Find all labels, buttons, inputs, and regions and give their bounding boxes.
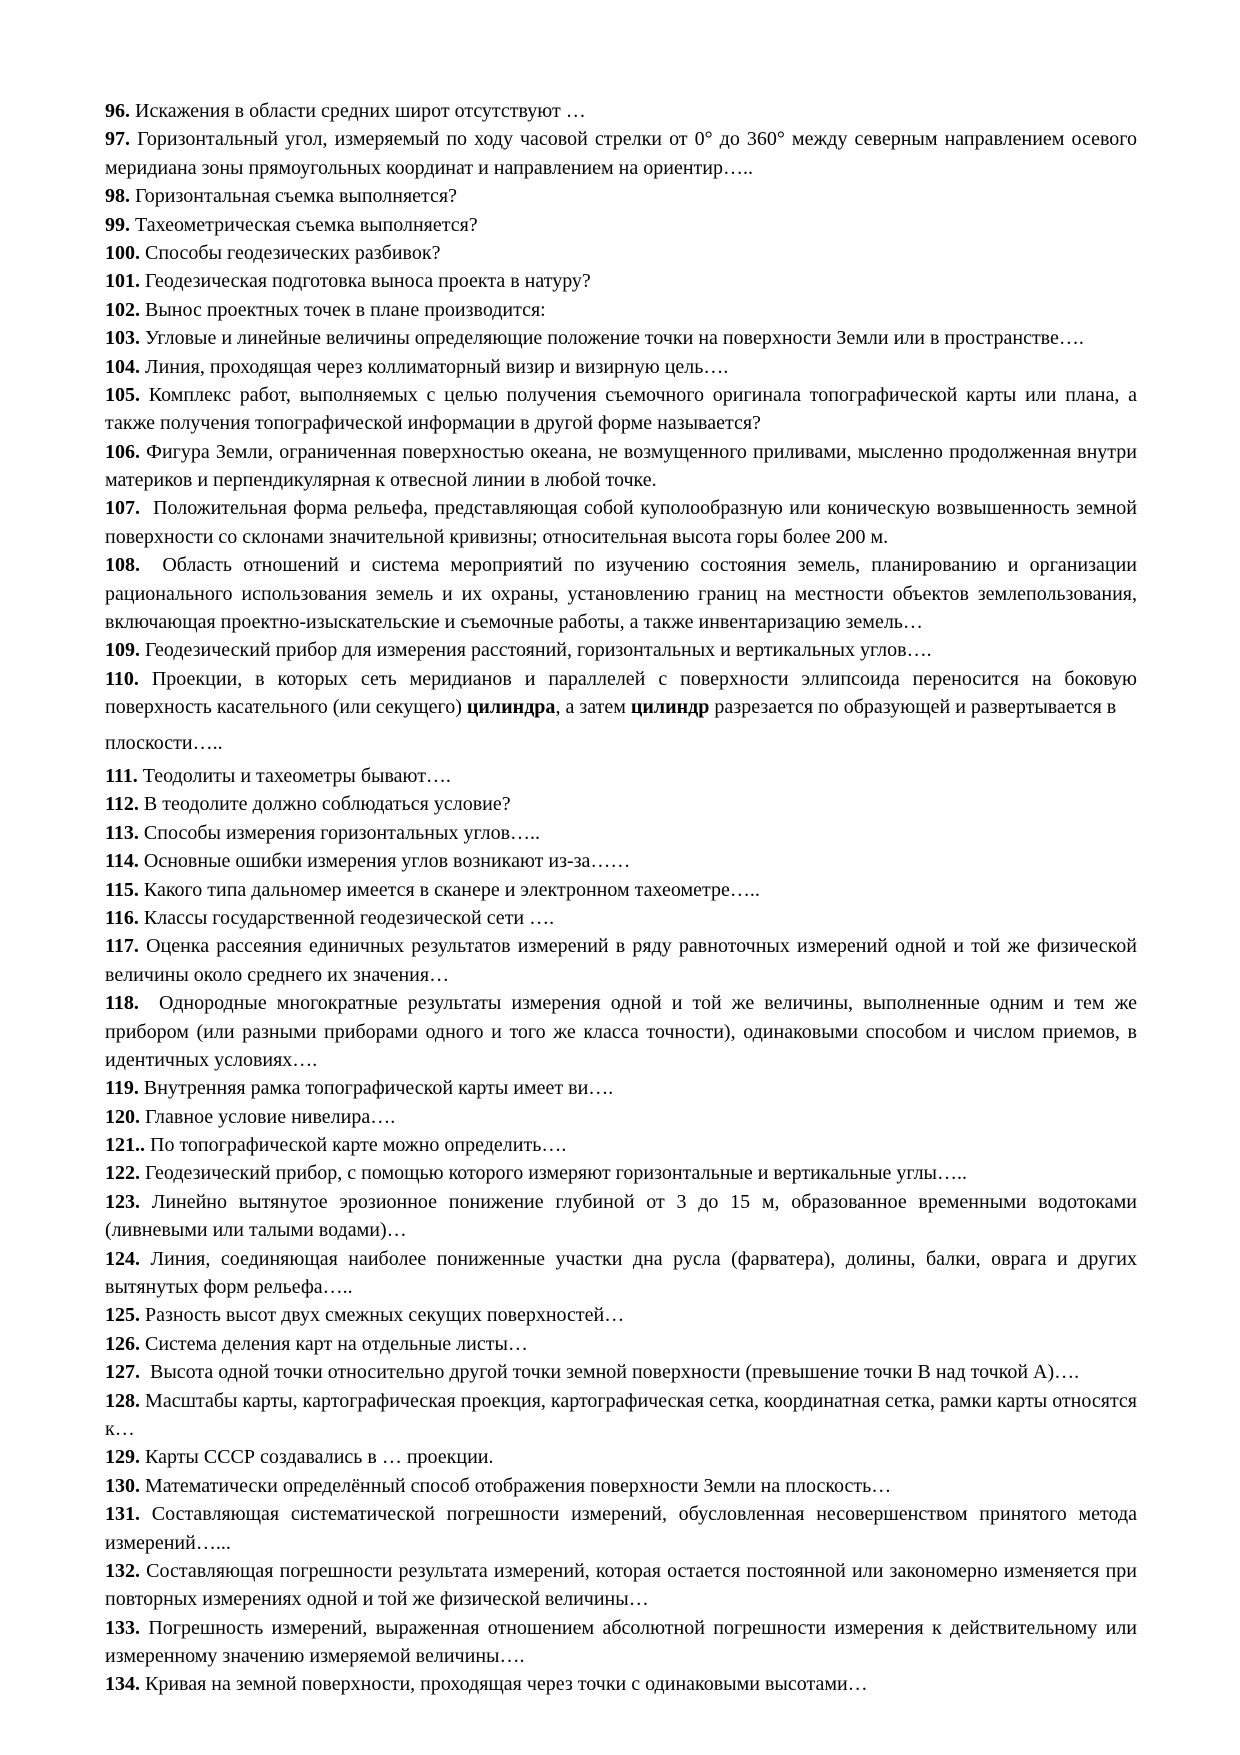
question-text: Масштабы карты, картографическая проекция, картографическая сетка, координатная сетка, рамки карты относятся к…	[105, 1389, 1138, 1440]
question-text: Фигура Земли, ограниченная поверхностью океана, не возмущенного приливами, мысленно продолженная внутри материков и перпендикулярная к отвесной линии в любой точке.	[105, 440, 1137, 492]
question-number: 114.	[105, 850, 139, 873]
question-item	[105, 1131, 1137, 1159]
question-number: 101.	[105, 270, 140, 293]
question-item	[105, 182, 1137, 210]
question-item	[105, 1159, 1137, 1187]
question-number: 105.	[105, 383, 140, 406]
question-number: 112.	[105, 793, 139, 816]
question-number: 129.	[105, 1446, 140, 1469]
question-item	[105, 1500, 1137, 1557]
question-text-continued: плоскости…..	[105, 731, 223, 754]
question-item	[105, 353, 1137, 381]
question-item	[105, 636, 1137, 664]
question-number: 132.	[105, 1559, 140, 1582]
question-item	[105, 762, 1137, 790]
question-text: Комплекс работ, выполняемых с целью получения съемочного оригинала топографической карты или плана, а также получения топографической информации в другой форме называется?	[105, 383, 1138, 435]
question-number: 113.	[105, 821, 139, 844]
question-number: 103.	[105, 327, 140, 350]
question-text: Основные ошибки измерения углов возникают из-за……	[143, 850, 631, 873]
question-text: Составляющая погрешности результата измерений, которая остается постоянной или закономерно изменяется при повторных измерениях одной и той же физической величины…	[105, 1559, 1137, 1611]
question-item	[105, 790, 1137, 818]
question-item	[105, 1443, 1137, 1471]
question-text: Карты СССР создавались в … проекции.	[145, 1446, 494, 1469]
question-item	[105, 1103, 1137, 1131]
question-item	[105, 1330, 1137, 1358]
question-number: 117.	[105, 935, 139, 958]
question-number: 128.	[105, 1389, 140, 1412]
question-text: По топографической карте можно определить….	[150, 1134, 567, 1157]
question-number: 123.	[105, 1190, 140, 1213]
question-text: Геодезический прибор для измерения расстояний, горизонтальных и вертикальных углов….	[145, 639, 932, 662]
question-text: Линейно вытянутое эрозионное понижение глубиной от 3 до 15 м, образованное временными водотоками (ливневыми или талыми водами)…	[105, 1190, 1138, 1242]
question-number: 108.	[105, 554, 140, 577]
question-number: 104.	[105, 355, 140, 378]
question-number: 98.	[105, 185, 130, 208]
question-item	[105, 1614, 1137, 1671]
question-number: 111.	[105, 764, 138, 787]
question-number: 100.	[105, 241, 140, 264]
question-number: 131.	[105, 1503, 140, 1526]
question-text: Способы геодезических разбивок?	[145, 241, 441, 264]
question-item	[105, 1245, 1137, 1302]
question-number: 134.	[105, 1673, 140, 1696]
question-text: Угловые и линейные величины определяющие положение точки на поверхности Земли или в пространстве….	[145, 327, 1084, 350]
question-text: Положительная форма рельефа, представляющая собой куполообразную или коническую возвышенность земной поверхности со склонами значительной кривизны; относительная высота горы более 200 м.	[105, 497, 1137, 548]
question-text: Внутренняя рамка топографической карты имеет ви….	[143, 1077, 614, 1100]
question-item	[105, 1670, 1137, 1698]
question-item	[105, 989, 1137, 1074]
number-text-separator	[139, 992, 159, 1014]
question-text: Математически определённый способ отображения поверхности Земли на плоскость…	[145, 1474, 892, 1497]
question-item	[105, 1074, 1137, 1102]
question-text: Область отношений и система мероприятий по изучению состояния земель, планированию и организации рационального использования земель и их охраны, установлению границ на местности объектов землепользования, включающая проектно-изыскательские и съемочные работы, а также инвентаризацию земель…	[105, 554, 1137, 634]
question-text: Горизонтальный угол, измеряемый по ходу часовой стрелки от 0° до 360° между северным направлением осевого меридиана зоны прямоугольных координат и направлением на ориентир…..	[105, 128, 1138, 179]
question-text: Линия, проходящая через коллиматорный визир и визирную цель….	[145, 355, 729, 378]
question-number: 97.	[105, 128, 130, 151]
question-item	[105, 665, 1137, 722]
number-text-separator	[139, 668, 152, 690]
question-item	[105, 1387, 1137, 1444]
question-number: 107.	[105, 497, 140, 520]
question-item	[105, 324, 1137, 352]
question-number: 130.	[105, 1474, 140, 1497]
number-text-separator	[130, 128, 137, 150]
question-list	[105, 97, 1137, 1699]
question-text: Линия, соединяющая наиболее пониженные участки дна русла (фарватера), долины, балки, оврага и других вытянутых форм рельефа…..	[105, 1247, 1138, 1299]
question-text: Вынос проектных точек в плане производится:	[145, 298, 546, 321]
question-text: Классы государственной геодезической сети ….	[143, 906, 555, 929]
question-text-run: , а затем	[555, 696, 631, 719]
number-text-separator	[140, 497, 153, 519]
number-text-separator	[140, 1191, 152, 1213]
question-item	[105, 1301, 1137, 1329]
question-number: 99.	[105, 213, 130, 236]
question-number: 121..	[105, 1134, 145, 1157]
question-number: 124.	[105, 1247, 140, 1270]
question-item	[105, 296, 1137, 324]
question-text: Теодолиты и тахеометры бывают….	[142, 764, 451, 787]
question-item	[105, 1472, 1137, 1500]
question-text: Составляющая систематической погрешности измерений, обусловленная несовершенством принятого метода измерений…...	[105, 1503, 1137, 1554]
question-text-run: разрезается по образующей и развертывается в	[709, 696, 1117, 719]
question-number: 133.	[105, 1616, 140, 1639]
question-text: Какого типа дальномер имеется в сканере и электронном тахеометре…..	[143, 878, 760, 901]
question-text: Тахеометрическая съемка выполняется?	[135, 213, 478, 236]
question-text: Оценка рассеяния единичных результатов измерений в ряду равноточных измерений одной и той же физической величины около среднего их значения…	[105, 935, 1137, 986]
question-number: 116.	[105, 906, 139, 929]
question-item	[105, 211, 1137, 239]
number-text-separator	[140, 1248, 151, 1270]
question-text: Разность высот двух смежных секущих поверхностей…	[145, 1304, 625, 1327]
question-number: 120.	[105, 1105, 140, 1128]
question-text-bold-run: цилиндр	[630, 696, 710, 719]
question-text	[105, 668, 1137, 718]
question-text: Погрешность измерений, выраженная отношением абсолютной погрешности измерения к действительному или измеренному значению измеряемой величины….	[105, 1616, 1137, 1668]
question-text: В теодолите должно соблюдаться условие?	[143, 793, 511, 816]
question-number: 110.	[105, 667, 139, 690]
question-number: 119.	[105, 1077, 139, 1100]
question-text: Кривая на земной поверхности, проходящая через точки с одинаковыми высотами…	[145, 1673, 868, 1696]
question-number: 96.	[105, 100, 130, 122]
question-item	[105, 819, 1137, 847]
question-text: Геодезический прибор, с помощью которого измеряют горизонтальные и вертикальные углы…..	[145, 1162, 967, 1185]
question-item	[105, 876, 1137, 904]
question-number: 106.	[105, 440, 140, 463]
question-number: 125.	[105, 1304, 140, 1327]
question-number: 109.	[105, 639, 140, 662]
question-item	[105, 381, 1137, 438]
question-text: Главное условие нивелира….	[145, 1105, 396, 1128]
question-item	[105, 551, 1137, 636]
number-text-separator	[140, 1361, 150, 1383]
question-item	[105, 267, 1137, 295]
question-text-bold-run: цилиндра	[466, 696, 556, 719]
question-item	[105, 1358, 1137, 1386]
question-item	[105, 438, 1137, 495]
question-text: Геодезическая подготовка выноса проекта в натуру?	[145, 270, 591, 293]
question-text: Высота одной точки относительно другой точки земной поверхности (превышение точки В над точкой А)….	[150, 1361, 1080, 1384]
question-text: Способы измерения горизонтальных углов…..	[143, 821, 541, 844]
question-item	[105, 97, 1137, 125]
question-text-run: Проекции, в которых сеть меридианов и параллелей с поверхности эллипсоида переносится на боковую поверхность касательного (или секущего)	[105, 667, 1137, 719]
question-text: Искажения в области средних широт отсутствуют …	[135, 100, 586, 122]
question-number: 118.	[105, 992, 139, 1015]
number-text-separator	[140, 384, 149, 406]
question-number: 115.	[105, 878, 139, 901]
question-item	[105, 1188, 1137, 1245]
number-text-separator	[140, 554, 162, 576]
question-item	[105, 847, 1137, 875]
question-text: Однородные многократные результаты измерения одной и той же величины, выполненные одним и тем же прибором (или разными приборами одного и того же класса точности), одинаковыми способом и числом приемов, в идентичных условиях….	[105, 992, 1137, 1071]
question-item	[105, 904, 1137, 932]
question-number: 127.	[105, 1361, 140, 1384]
question-item	[105, 494, 1137, 551]
question-number: 126.	[105, 1332, 140, 1355]
question-item	[105, 1557, 1137, 1614]
question-item	[105, 125, 1137, 182]
question-item	[105, 239, 1137, 267]
number-text-separator	[139, 935, 146, 957]
question-number: 102.	[105, 298, 140, 321]
number-text-separator	[140, 1503, 152, 1525]
question-text: Система деления карт на отдельные листы…	[145, 1332, 528, 1355]
question-number: 122.	[105, 1162, 140, 1185]
question-item	[105, 932, 1137, 989]
question-text: Горизонтальная съемка выполняется?	[135, 185, 457, 208]
